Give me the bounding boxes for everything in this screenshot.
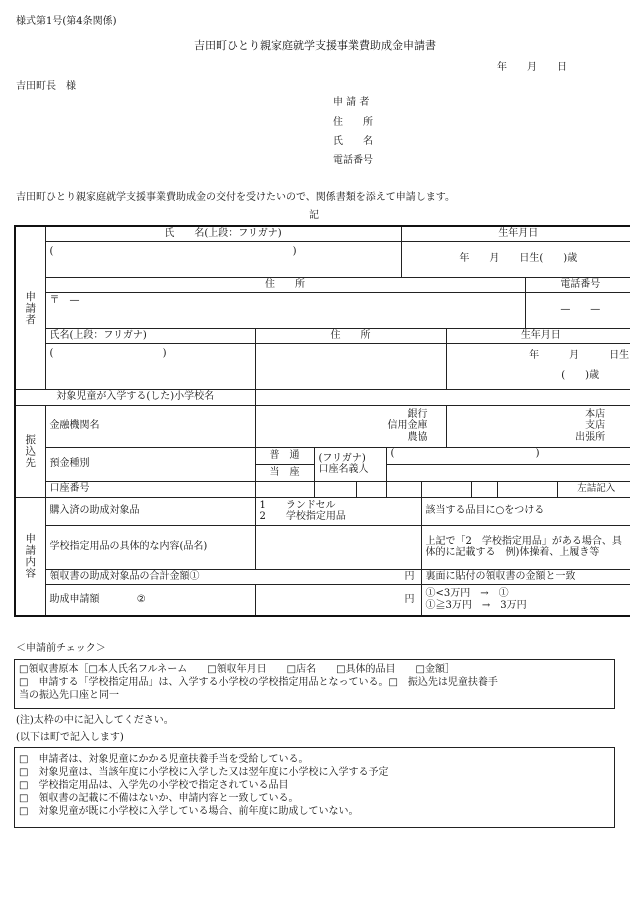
detail-note: 上記で「2 学校指定用品」がある場合、具体的に記載する 例)体操着、上履き等: [421, 525, 630, 569]
note-bold-frame: (注)太枠の中に記入してください。: [16, 715, 174, 726]
bank-section-label: 振込先: [24, 433, 37, 469]
holder-label-cell: [314, 447, 386, 481]
amount-label: 助成申請額: [49, 594, 100, 605]
phone-label: 電話番号: [333, 155, 373, 166]
account-number-label: 口座番号: [45, 481, 255, 497]
account-digit-7[interactable]: [497, 481, 557, 497]
precheck-title: ＜申請前チェック＞: [16, 643, 106, 654]
applicant-address-input[interactable]: 〒 —: [45, 292, 525, 328]
futsu-option[interactable]: 普 通: [255, 447, 314, 464]
paren-open: (: [49, 245, 54, 257]
child-address-input[interactable]: [255, 343, 446, 389]
town-check-item[interactable]: □ 対象児童が既に小学校に入学している場合、前年度に助成していない。: [19, 806, 359, 817]
paren-close: ): [162, 347, 167, 359]
name-label: 氏 名: [333, 136, 373, 147]
holder-name-input[interactable]: [386, 464, 630, 481]
applicant-phone-input[interactable]: — —: [525, 292, 630, 328]
child-address-header: 住 所: [255, 328, 446, 343]
account-digit-1[interactable]: [255, 481, 314, 497]
application-section-cell: [15, 497, 45, 616]
child-name-header: 氏名(上段：フリガナ): [45, 328, 255, 343]
purchased-note: 該当する品目に○をつける: [421, 497, 630, 525]
yen-unit-1: 円: [404, 570, 415, 582]
detail-input[interactable]: [255, 525, 421, 569]
town-check-box: [14, 747, 615, 828]
toza-option[interactable]: 当 座: [255, 464, 314, 481]
account-type-label: 預金種別: [45, 447, 255, 481]
child-birth-header: 生年月日: [446, 328, 630, 343]
town-check-item[interactable]: □ 学校指定用品は、入学先の小学校で指定されている品目: [19, 780, 289, 791]
left-justify-note: 左詰記入: [557, 481, 630, 497]
amount-marker: ②: [136, 594, 146, 605]
form-number: 様式第1号(第4条関係): [16, 16, 117, 27]
amount-input[interactable]: 円: [255, 584, 421, 616]
precheck-line-2[interactable]: □ 申請する「学校指定用品」は、入学する小学校の学校指定用品となっている。□ 振込先は児童扶養手: [19, 677, 498, 688]
applicant-birth-header: 生年月日: [401, 226, 630, 241]
account-digit-6[interactable]: [471, 481, 497, 497]
applicant-section-label: 申請者: [24, 290, 37, 325]
precheck-box: [14, 659, 615, 709]
detail-label: 学校指定用品の具体的な内容(品名): [45, 525, 255, 569]
application-section-label: 申請内容: [24, 533, 37, 580]
applicant-label: 申 請 者: [333, 97, 370, 108]
child-birth-input[interactable]: [446, 343, 630, 389]
purchased-label: 購入済の助成対象品: [45, 497, 255, 525]
school-input[interactable]: [255, 389, 630, 405]
addressee: 吉田町長 様: [16, 81, 76, 92]
paren-open: (: [49, 347, 54, 359]
body-text: 吉田町ひとり親家庭就学支援事業費助成金の交付を受けたいので、関係書類を添えて申請します。: [16, 192, 455, 203]
address-label: 住 所: [333, 117, 373, 128]
holder-label: 口座名義人: [318, 464, 369, 475]
paren-close: ): [292, 245, 297, 257]
holder-furigana-input[interactable]: [386, 447, 630, 464]
branch-input[interactable]: 本店 支店 出張所: [446, 405, 630, 447]
school-label: 対象児童が入学する(した)小学校名: [15, 389, 255, 405]
amount-note: ①<3万円 → ① ①≧3万円 → 3万円: [421, 584, 630, 616]
account-digit-3[interactable]: [356, 481, 386, 497]
town-check-item[interactable]: □ 申請者は、対象児童にかかる児童扶養手当を受給している。: [19, 754, 309, 765]
date-line: 年 月 日: [497, 62, 567, 73]
applicant-birth-input[interactable]: 年 月 日生( )歳: [401, 241, 630, 277]
applicant-name-input[interactable]: [45, 241, 401, 277]
applicant-phone-header: 電話番号: [525, 277, 630, 292]
furigana-label: (フリガナ): [318, 452, 366, 464]
applicant-address-header: 住 所: [45, 277, 525, 292]
ki-label: 記: [309, 210, 319, 221]
child-birth-date: 年 月 日生: [529, 350, 630, 361]
purchased-items[interactable]: 1 ランドセル 2 学校指定用品: [255, 497, 421, 525]
applicant-section-cell: [15, 226, 45, 389]
total-note: 裏面に貼付の領収書の金額と一致: [421, 569, 630, 584]
paren-close: ): [535, 447, 540, 459]
institution-input[interactable]: 銀行 信用金庫 農協: [255, 405, 446, 447]
precheck-line-1[interactable]: □領収書原本［□本人氏名フルネーム □領収年月日 □店名 □具体的品目 □金額］: [19, 664, 455, 675]
institution-label: 金融機関名: [45, 405, 255, 447]
precheck-line-3: 当の振込先口座と同一: [19, 690, 119, 701]
child-name-input[interactable]: [45, 343, 255, 389]
paren-open: (: [390, 447, 395, 459]
page-title: 吉田町ひとり親家庭就学支援事業費助成金申請書: [194, 39, 436, 52]
account-digit-5[interactable]: [421, 481, 471, 497]
total-label: 領収書の助成対象品の合計金額①: [49, 570, 200, 582]
child-age: ( )歳: [561, 370, 600, 381]
town-check-item[interactable]: □ 対象児童は、当該年度に小学校に入学した又は翌年度に小学校に入学する予定: [19, 767, 389, 778]
application-form-table: [14, 225, 630, 617]
account-digit-4[interactable]: [386, 481, 421, 497]
amount-label-cell: [45, 584, 255, 616]
applicant-name-header: 氏 名(上段：フリガナ): [45, 226, 401, 241]
town-check-item[interactable]: □ 領収書の記載に不備はないか、申請内容と一致している。: [19, 793, 299, 804]
total-amount-row[interactable]: [45, 569, 421, 584]
note-town-use: (以下は町で記入します): [16, 732, 124, 743]
bank-section-cell: [15, 405, 45, 497]
account-digit-2[interactable]: [314, 481, 356, 497]
